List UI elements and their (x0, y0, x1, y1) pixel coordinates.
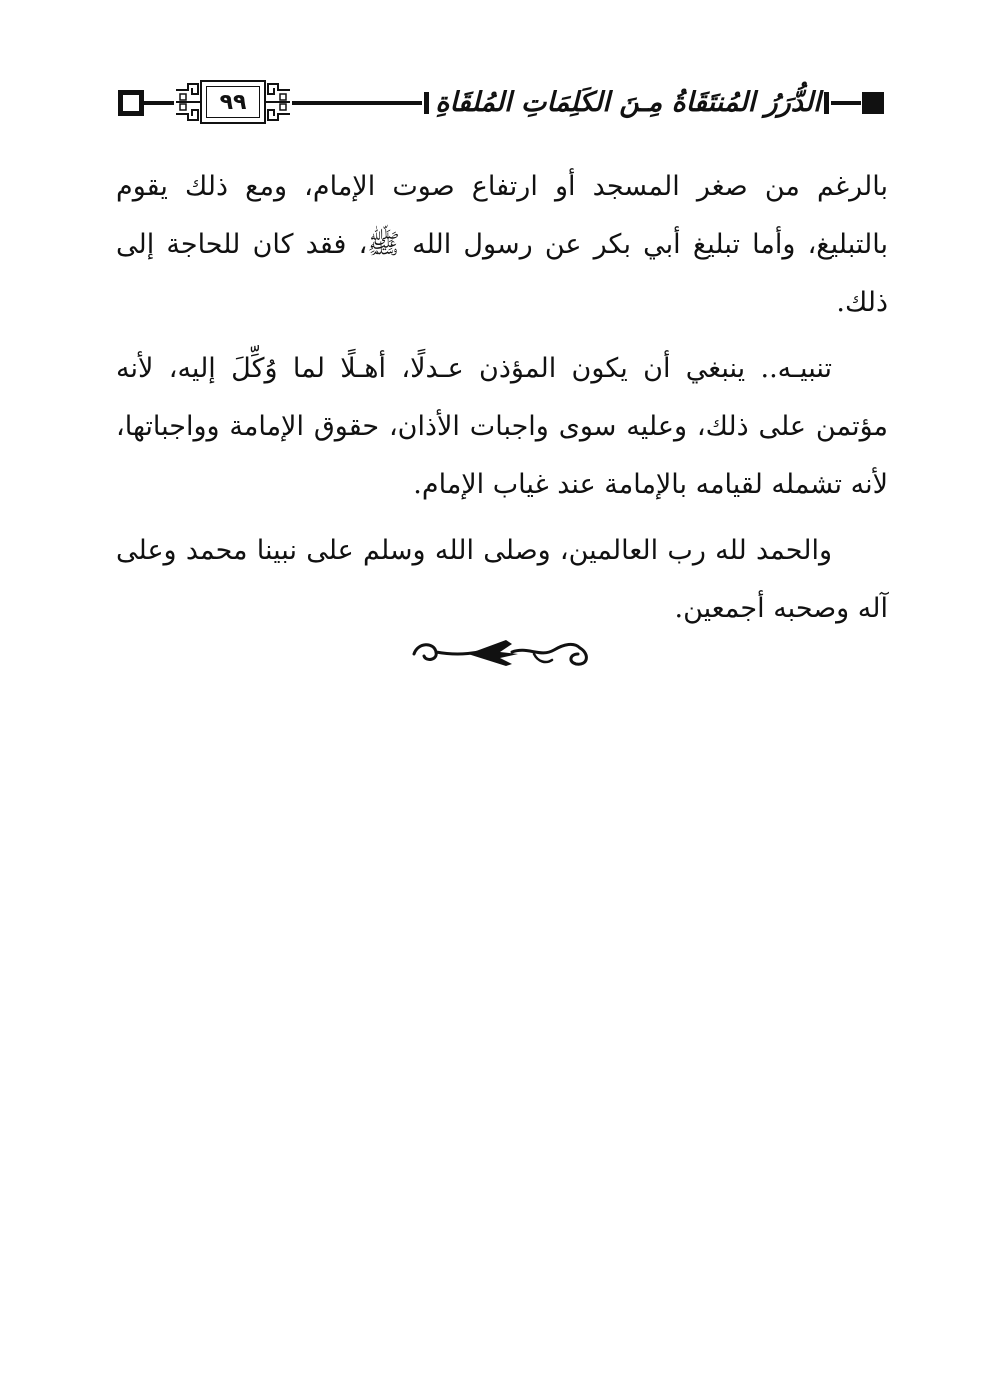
header-block-icon (862, 92, 884, 114)
header-tick (824, 92, 829, 114)
end-ornament-icon (408, 632, 598, 672)
header-square-icon (118, 90, 144, 116)
fret-ornament-left-icon (174, 82, 200, 122)
page-body (116, 158, 888, 646)
page-number-box (200, 80, 266, 124)
book-title: الدُّرَرُ المُنتَقَاةُ مِـنَ الكَلِمَاتِ المُلقَاةِ (435, 86, 821, 118)
paragraph: بالرغم من صغر المسجد أو ارتفاع صوت الإمام، ومع ذلك يقوم بالتبليغ، وأما تبليغ أبي بكر عن رسول الله ﷺ، فقد كان للحاجة إلى ذلك. (116, 171, 888, 318)
page-number: ٩٩ (206, 86, 260, 118)
header-tick (424, 92, 429, 114)
paragraph: والحمد لله رب العالمين، وصلى الله وسلم على نبينا محمد وعلى آله وصحبه أجمعين. (116, 535, 888, 624)
header-rule (144, 101, 174, 105)
header-rule (831, 101, 861, 105)
page-header (118, 78, 888, 128)
fret-ornament-right-icon (266, 82, 292, 122)
paragraph: تنبيـه.. ينبغي أن يكون المؤذن عـدلًا، أهـلًا لما وُكِّلَ إليه، لأنه مؤتمن على ذلك، وعليه سوى واجبات الأذان، حقوق الإمامة وواجباتها، لأنه تشمله لقيامه بالإمامة عند غياب الإمام. (116, 353, 888, 500)
header-rule (292, 101, 422, 105)
